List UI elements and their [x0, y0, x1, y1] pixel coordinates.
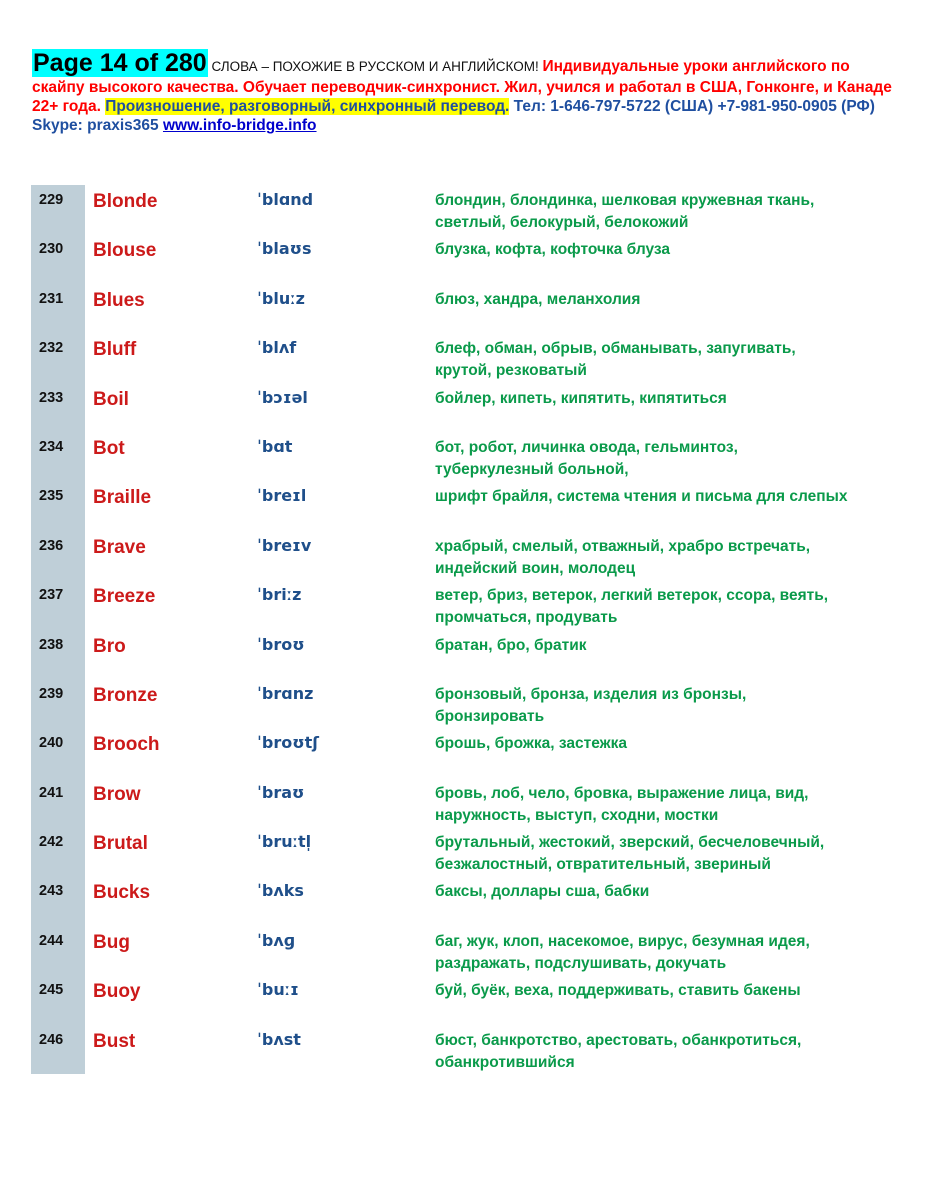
english-word: Bluff	[93, 339, 137, 361]
english-word: Bot	[93, 437, 125, 459]
english-word: Brave	[93, 536, 146, 558]
row-number: 229	[39, 192, 64, 208]
transcription: ˈbɑt	[257, 436, 293, 456]
transcription: ˈbɔɪəl	[257, 387, 308, 407]
transcription: ˈbʌɡ	[257, 930, 296, 950]
english-word: Breeze	[93, 586, 156, 608]
website-link[interactable]: www.info-bridge.info	[162, 117, 317, 134]
row-number: 230	[39, 241, 64, 258]
translation: братан, бро, братик	[435, 636, 587, 654]
table-row	[31, 234, 861, 283]
row-number: 232	[39, 340, 64, 357]
transcription: ˈbraʊ	[257, 782, 305, 802]
english-word: Bug	[93, 931, 130, 953]
english-word: Bust	[93, 1030, 136, 1052]
table-row	[31, 333, 861, 382]
row-number: 235	[39, 488, 64, 505]
table-row	[31, 1025, 861, 1074]
translation: брошь, брожка, застежка	[435, 735, 627, 753]
table-row	[31, 284, 861, 333]
row-number: 243	[39, 883, 64, 900]
page-number-label: Page 14 of 280	[33, 49, 207, 77]
translation: буй, буёк, веха, поддерживать, ставить бакены	[435, 982, 801, 1000]
vocabulary-table	[31, 185, 861, 1074]
transcription: ˈbʌst	[257, 1029, 301, 1049]
english-word: Blouse	[93, 240, 157, 262]
row-number: 239	[39, 685, 64, 702]
row-number: 238	[39, 636, 64, 653]
english-word: Bro	[93, 635, 126, 657]
table-row	[31, 679, 861, 728]
translation: баг, жук, клоп, насекомое, вирус, безумная идея, раздражать, подслушивать, докучать	[435, 932, 810, 972]
transcription: ˈbroʊtʃ	[257, 733, 319, 753]
ad-highlight: Произношение, разговорный, синхронный перевод.	[105, 98, 510, 115]
translation: блюз, хандра, меланхолия	[435, 290, 641, 308]
transcription: ˈbreɪl	[257, 486, 307, 506]
row-number: 231	[39, 290, 64, 307]
transcription: ˈbʌks	[257, 881, 304, 901]
row-number: 237	[39, 587, 64, 604]
table-row	[31, 580, 861, 629]
table-row	[31, 432, 861, 481]
transcription: ˈbroʊ	[257, 634, 305, 654]
transcription: ˈbruːtl̩	[257, 832, 312, 852]
table-row	[31, 383, 861, 432]
row-number: 240	[39, 735, 64, 752]
transcription: ˈbriːz	[257, 585, 302, 605]
transcription: ˈblɑnd	[257, 190, 314, 209]
translation: баксы, доллары сша, бабки	[435, 883, 650, 901]
english-word: Blonde	[93, 191, 158, 212]
row-number: 244	[39, 932, 64, 949]
table-row	[31, 975, 861, 1024]
english-word: Brow	[93, 783, 141, 805]
contact-info: Тел: 1-646-797-5722 (США) +7-981-950-0905 (РФ) Skype: praxis365	[32, 98, 875, 134]
translation: бровь, лоб, чело, бровка, выражение лица, вид, наружность, выступ, сходни, мостки	[435, 784, 809, 824]
translation: шрифт брайля, система чтения и письма для слепых	[435, 488, 848, 506]
translation: бот, робот, личинка овода, гельминтоз, туберкулезный больной,	[435, 438, 738, 478]
table-row	[31, 876, 861, 925]
ad-text: Индивидуальные уроки английского по скайпу высокого качества. Обучает переводчик-синхронист. Жил, учился и работал в США, Гонконге, и Канаде 22+ года.	[32, 58, 892, 115]
table-row	[31, 531, 861, 580]
transcription: ˈbuːɪ	[257, 980, 299, 1000]
translation: ветер, бриз, ветерок, легкий ветерок, ссора, веять, промчаться, продувать	[435, 587, 829, 627]
translation: бронзовый, бронза, изделия из бронзы, бронзировать	[435, 685, 747, 725]
transcription: ˈblaʊs	[257, 239, 312, 259]
english-word: Bronze	[93, 684, 158, 706]
row-number: 245	[39, 982, 64, 999]
english-word: Braille	[93, 487, 152, 509]
transcription: ˈblʌf	[257, 338, 297, 358]
transcription: ˈbreɪv	[257, 535, 312, 555]
row-number: 236	[39, 537, 64, 554]
row-number: 233	[39, 389, 64, 406]
english-word: Brutal	[93, 833, 148, 855]
english-word: Brooch	[93, 734, 160, 756]
table-row	[31, 778, 861, 827]
table-row	[31, 630, 861, 679]
table-row	[31, 827, 861, 876]
row-number: 246	[39, 1031, 64, 1048]
table-row	[31, 926, 861, 975]
transcription: ˈbrɑnz	[257, 683, 314, 703]
page-header	[32, 48, 892, 135]
translation: блондин, блондинка, шелковая кружевная ткань, светлый, белокурый, белокожий	[435, 192, 815, 231]
translation: брутальный, жестокий, зверский, бесчеловечный, безжалостный, отвратительный, звериный	[435, 834, 825, 874]
page-title: СЛОВА – ПОХОЖИЕ В РУССКОМ И АНГЛИЙСКОМ!	[207, 59, 543, 74]
translation: бойлер, кипеть, кипятить, кипятиться	[435, 389, 727, 407]
translation: храбрый, смелый, отважный, храбро встречать, индейский воин, молодец	[435, 537, 811, 577]
english-word: Bucks	[93, 882, 151, 904]
translation: блеф, обман, обрыв, обманывать, запугивать, крутой, резковатый	[435, 340, 796, 380]
row-number: 241	[39, 784, 64, 801]
table-row	[31, 728, 861, 777]
table-row	[31, 481, 861, 530]
table-row	[31, 185, 861, 234]
english-word: Blues	[93, 289, 145, 311]
translation: бюст, банкротство, арестовать, обанкротиться, обанкротившийся	[435, 1031, 802, 1071]
transcription: ˈbluːz	[257, 288, 305, 308]
row-number: 242	[39, 834, 64, 851]
english-word: Boil	[93, 388, 129, 410]
english-word: Buoy	[93, 981, 141, 1003]
translation: блузка, кофта, кофточка блуза	[435, 241, 671, 259]
row-number: 234	[39, 438, 64, 455]
